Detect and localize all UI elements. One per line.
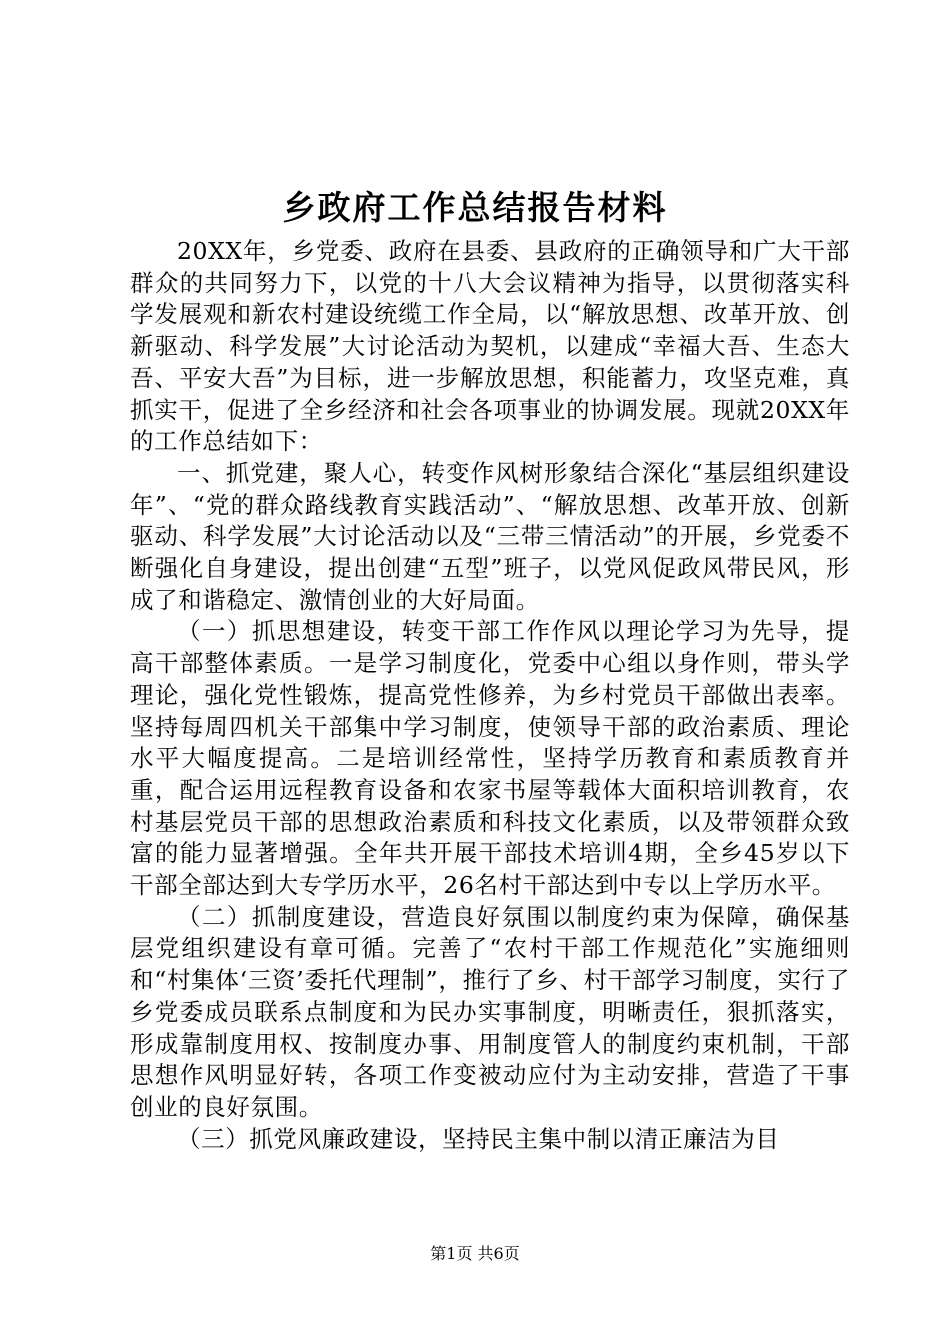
paragraph-section-1: 一、抓党建，聚人心，转变作风树形象结合深化“基层组织建设年”、“党的群众路线教育实践活动”、“解放思想、改革开放、创新驱动、科学发展”大讨论活动以及“三带三情活动”的开展，乡党委不断强化自身建设，提出创建“五型”班子，以党风促政风带民风，形成了和谐稳定、激情创业的大好局面。 (130, 458, 850, 614)
paragraph-subsection-2: （二）抓制度建设，营造良好氛围以制度约束为保障，确保基层党组织建设有章可循。完善了“农村干部工作规范化”实施细则和“村集体‘三资’委托代理制”，推行了乡、村干部学习制度，实行了乡党委成员联系点制度和为民办实事制度，明晰责任，狠抓落实，形成靠制度用权、按制度办事、用制度管人的制度约束机制，干部思想作风明显好转，各项工作变被动应付为主动安排，营造了干事创业的良好氛围。 (130, 902, 850, 1121)
page-number-footer: 第1页 共6页 (430, 1244, 520, 1263)
document-body (130, 236, 850, 1155)
paragraph-subsection-1: （一）抓思想建设，转变干部工作作风以理论学习为先导，提高干部整体素质。一是学习制度化，党委中心组以身作则，带头学理论，强化党性锻炼，提高党性修养，为乡村党员干部做出表率。坚持每周四机关干部集中学习制度，使领导干部的政治素质、理论水平大幅度提高。二是培训经常性，坚持学历教育和素质教育并重，配合运用远程教育设备和农家书屋等载体大面积培训教育，农村基层党员干部的思想政治素质和科技文化素质，以及带领群众致富的能力显著增强。全年共开展干部技术培训4期，全乡45岁以下干部全部达到大专学历水平，26名村干部达到中专以上学历水平。 (130, 617, 850, 900)
paragraph-intro: 20XX年，乡党委、政府在县委、县政府的正确领导和广大干部群众的共同努力下，以党的十八大会议精神为指导，以贯彻落实科学发展观和新农村建设统缆工作全局，以“解放思想、改革开放、创新驱动、科学发展”大讨论活动为契机，以建成“幸福大吾、生态大吾、平安大吾”为目标，进一步解放思想，积能蓄力，攻坚克难，真抓实干，促进了全乡经济和社会各项事业的协调发展。现就20XX年的工作总结如下： (130, 237, 850, 456)
document-title: 乡政府工作总结报告材料 (282, 188, 668, 227)
paragraph-subsection-3: （三）抓党风廉政建设，坚持民主集中制以清正廉洁为目 (177, 1124, 780, 1153)
